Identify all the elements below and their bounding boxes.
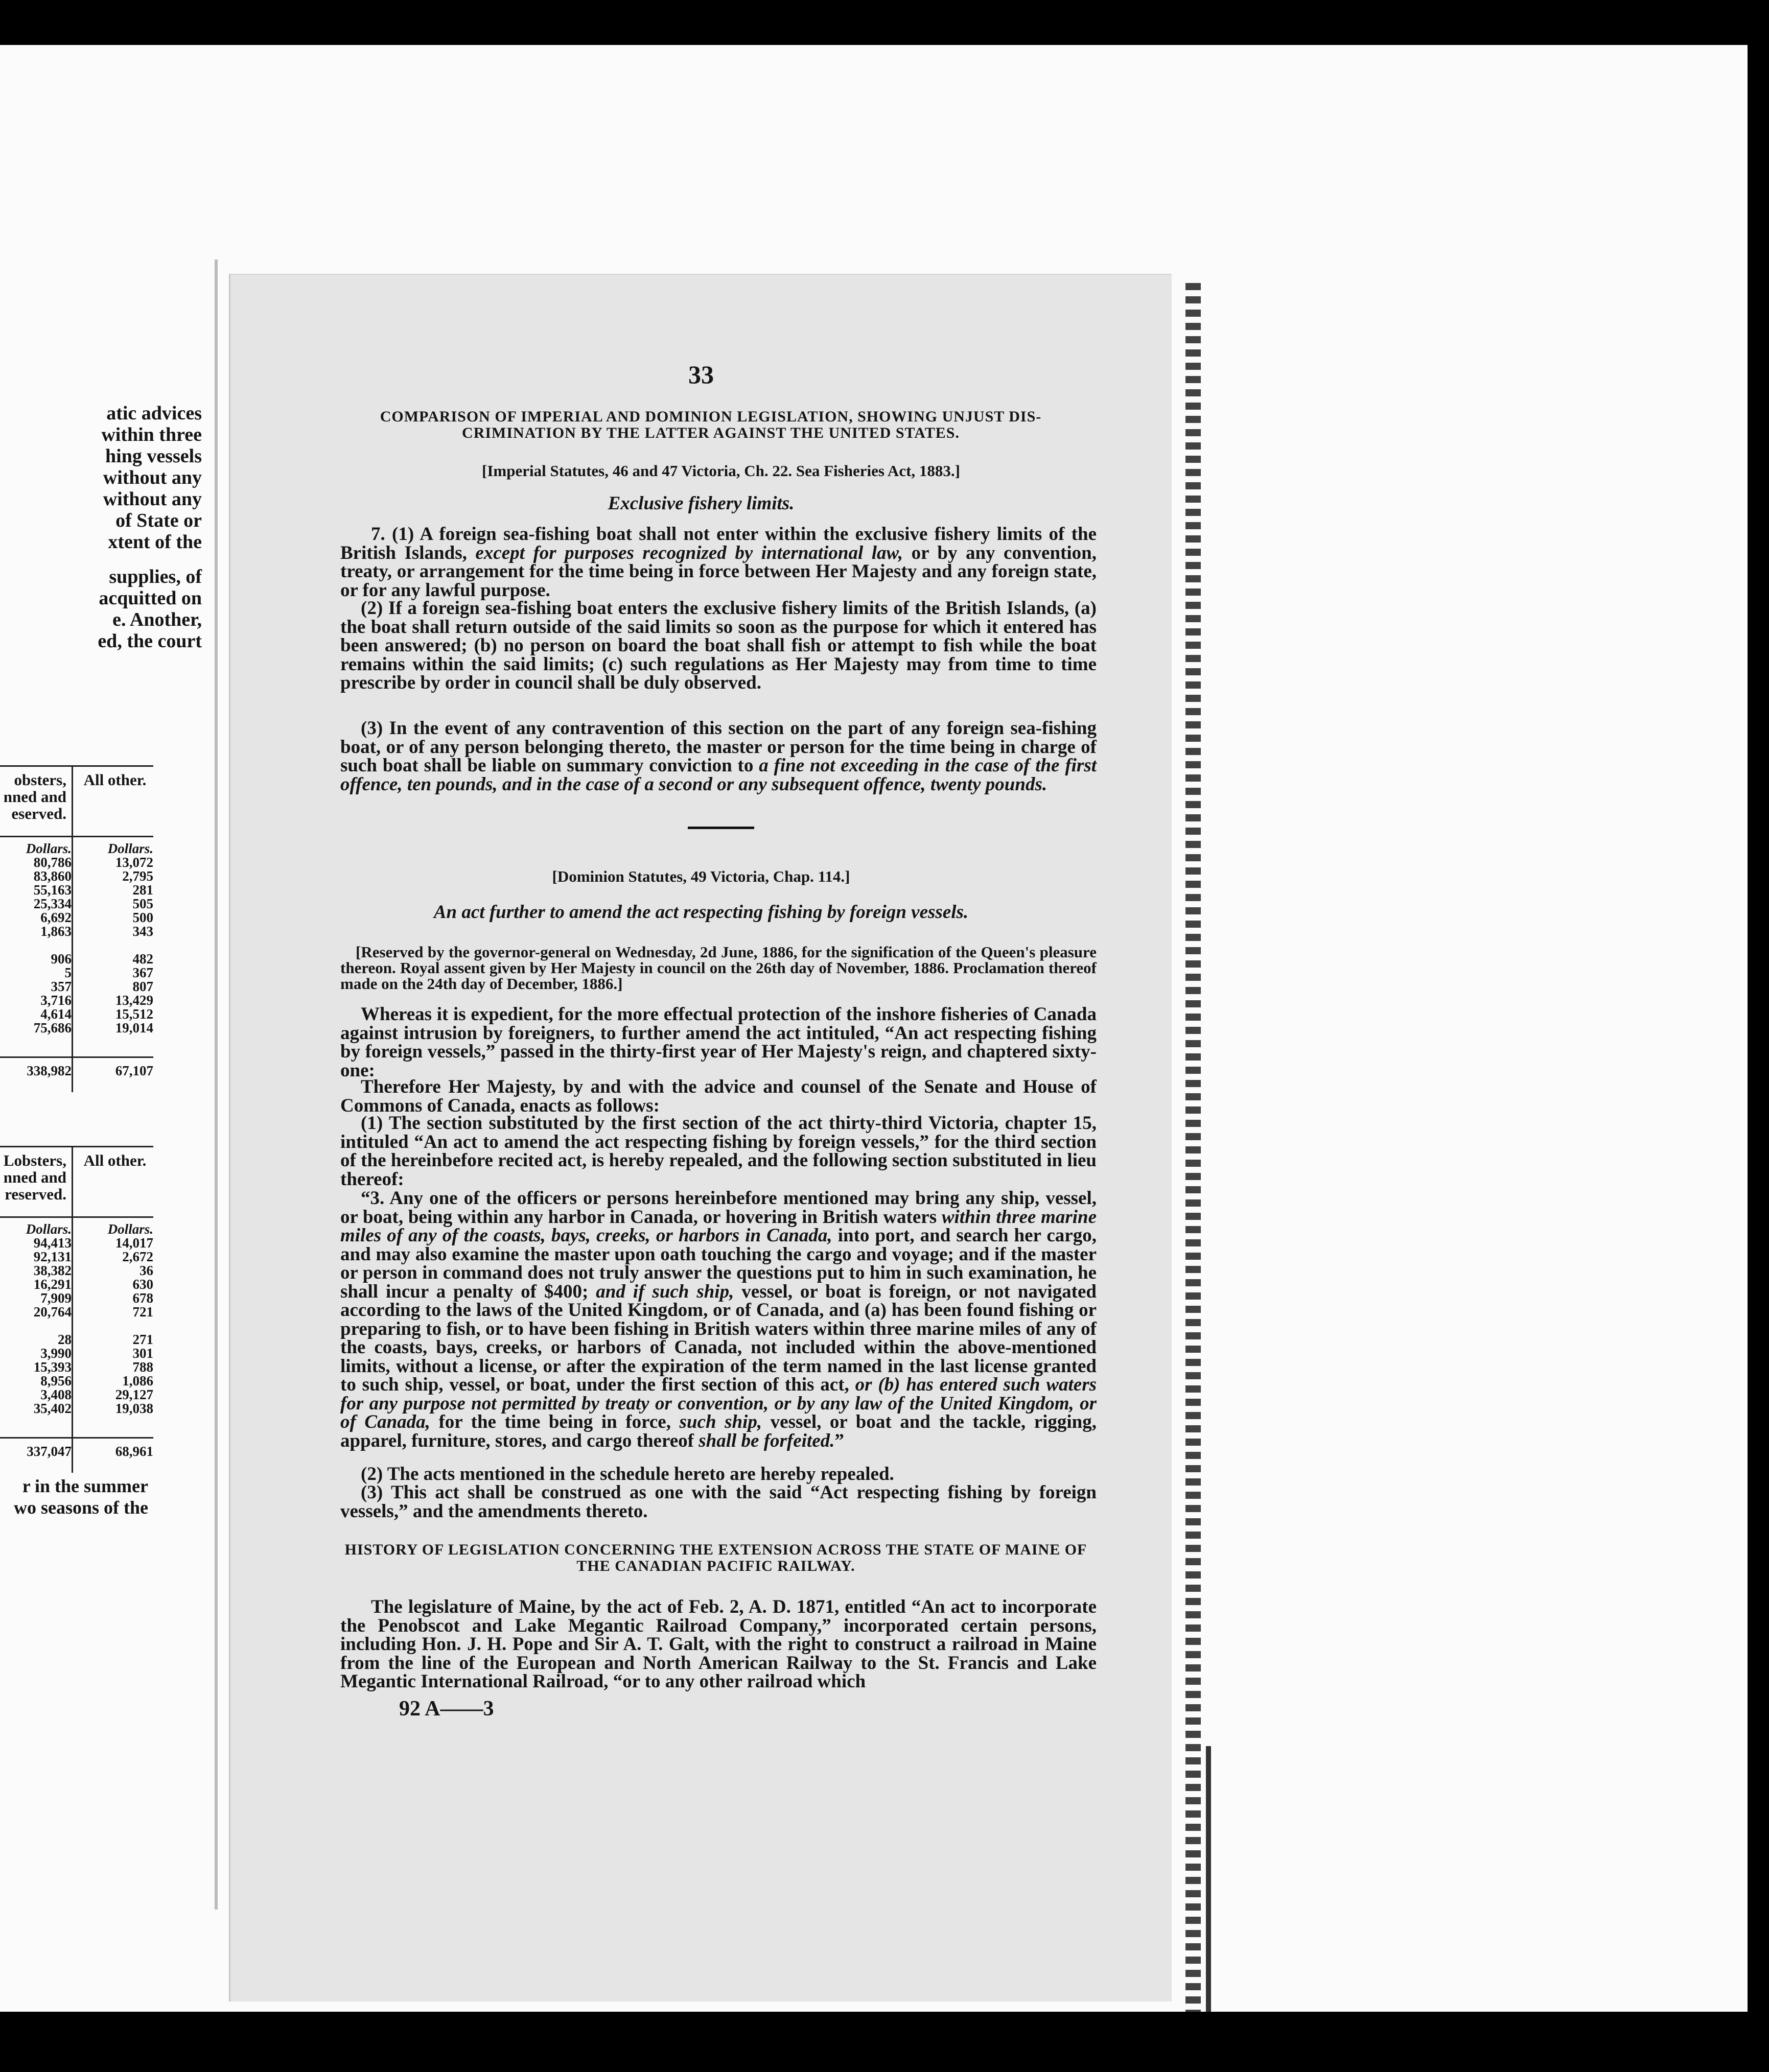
dominion-section-2: (2) The acts mentioned in the schedule hereto are hereby repealed. (361, 1464, 894, 1485)
left-text-line: within three (101, 424, 202, 445)
table-cell: 1,086 (122, 1373, 153, 1388)
table-cell: 28 (58, 1332, 72, 1347)
table-cell: 38,382 (33, 1263, 72, 1278)
table-cell: 281 (132, 882, 153, 898)
table-cell: 16,291 (33, 1277, 72, 1292)
table-cell: 2,672 (122, 1249, 153, 1264)
left-text-line: ed, the court (98, 630, 202, 652)
table-cell: 83,860 (33, 868, 72, 884)
table-cell: 15,393 (33, 1359, 72, 1375)
left-text-line: of State or (115, 510, 202, 531)
table-cell: 630 (132, 1277, 153, 1292)
table-cell: 35,402 (33, 1401, 72, 1416)
table-cell: 482 (132, 951, 153, 967)
section-7-para-1 (340, 525, 1097, 600)
table1-unit1: Dollars. (26, 841, 72, 856)
table-cell: 13,072 (115, 855, 153, 870)
table-cell: 3,990 (40, 1346, 72, 1361)
page-33 (229, 274, 1172, 2002)
left-text-line: wo seasons of the (13, 1497, 148, 1518)
exclusive-limits-heading: Exclusive fishery limits. (608, 493, 795, 514)
table-cell: 500 (132, 910, 153, 925)
preamble: Whereas it is expedient, for the more effectual protection of the inshore fisheries of Canada against intrusion by foreigners, to further amend the act intituled, “An act respecting fishing by foreign vessels,” passed in the thirty-first year of Her Majesty's reign, and chaptered sixty-one: (340, 1004, 1097, 1081)
enacting-clause: Therefore Her Majesty, by and with the advice and counsel of the Senate and House of Commons of Canada, enacts as follows: (340, 1076, 1097, 1116)
s7-text: or by any convention, treaty, or arrangement for the time being in force between Her Majesty and any foreign state, or for any lawful purpose. (340, 542, 1097, 601)
imperial-citation: [Imperial Statutes, 46 and 47 Victoria, Ch. 22. Sea Fisheries Act, 1883.] (482, 462, 960, 480)
d3-italic: such ship, (679, 1411, 762, 1432)
d3-text: vessel, or boat and the tackle, rigging, apparel, furniture, stores, and cargo thereof (340, 1411, 1097, 1451)
d3-text: into port, and search her cargo, and may also examine the master upon oath touching the cargo and voyage; and if the master or person in command does not truly answer the questions put to him in such examination, he shall incur a penalty of $400; (340, 1225, 1097, 1302)
table-cell: 6,692 (40, 910, 72, 925)
table-cell: 75,686 (33, 1020, 72, 1035)
table-cell: 343 (132, 924, 153, 939)
table-cell: 80,786 (33, 855, 72, 870)
signature-mark: 92 A——3 (399, 1697, 494, 1721)
left-text-line: atic advices (106, 403, 202, 424)
table2-total-1: 337,047 (27, 1444, 72, 1459)
table-cell: 15,512 (115, 1006, 153, 1022)
left-text-line: supplies, of (109, 566, 202, 587)
table-cell: 55,163 (33, 882, 72, 898)
table-cell: 357 (51, 979, 72, 994)
d3-italic: shall be forfeited. (699, 1430, 835, 1451)
table-cell: 367 (132, 965, 153, 980)
table-cell: 19,014 (115, 1020, 153, 1035)
table-cell: 1,863 (40, 924, 72, 939)
table-cell: 36 (139, 1263, 153, 1278)
left-text-line: acquitted on (99, 587, 202, 609)
table-cell: 14,017 (115, 1235, 153, 1251)
table-cell: 906 (51, 951, 72, 967)
left-table-2 (0, 1146, 153, 1459)
table-cell: 788 (132, 1359, 153, 1375)
left-text-line: without any (103, 467, 202, 488)
table2-col1-header: Lobsters, nned and reserved. (3, 1151, 66, 1203)
scanned-sheet (0, 45, 1748, 2012)
left-text-line: r in the summer (22, 1476, 148, 1496)
d3-italic: within three marine miles of any of the coasts, bays, creeks, or harbors in Canada, (340, 1206, 1097, 1246)
table1-col1-header: obsters, nned and eserved. (3, 771, 66, 822)
table-cell: 19,038 (115, 1401, 153, 1416)
comparison-heading: COMPARISON OF IMPERIAL AND DOMINION LEGISLATION, SHOWING UNJUST DIS- CRIMINATION BY THE LATTER AGAINST THE UNITED STATES. (380, 408, 1042, 441)
table1-total-2: 67,107 (115, 1063, 153, 1078)
table-cell: 20,764 (33, 1304, 72, 1320)
table-cell: 721 (132, 1304, 153, 1320)
table-cell: 505 (132, 896, 153, 911)
left-text-line: xtent of the (108, 531, 202, 553)
table2-unit1: Dollars. (26, 1221, 72, 1237)
d3-italic: or (b) has entered such waters for any purpose not permitted by treaty or convention, or by any law of the United Kingdom, or of Canada, (340, 1374, 1097, 1432)
table-cell: 94,413 (33, 1235, 72, 1251)
table-cell: 678 (132, 1290, 153, 1306)
table-cell: 807 (132, 979, 153, 994)
table1-col2-header: All other. (83, 771, 147, 789)
table-cell: 301 (132, 1346, 153, 1361)
table-cell: 5 (64, 965, 72, 980)
s7-italic: except for purposes recognized by international law, (475, 542, 903, 563)
table-cell: 25,334 (33, 896, 72, 911)
d3-text: for the time being in force, (430, 1411, 680, 1432)
left-text-line: e. Another, (112, 609, 202, 630)
table-cell: 271 (132, 1332, 153, 1347)
table-cell: 8,956 (40, 1373, 72, 1388)
d3-text: ” (834, 1430, 844, 1451)
history-heading: HISTORY OF LEGISLATION CONCERNING THE EXTENSION ACROSS THE STATE OF MAINE OF THE CANADIAN PACIFIC RAILWAY. (344, 1541, 1087, 1574)
table-cell: 3,716 (40, 993, 72, 1008)
history-paragraph: The legislature of Maine, by the act of Feb. 2, A. D. 1871, entitled “An act to incorporate the Penobscot and Lake Megantic Railroad Company,” incorporated certain persons, including Hon. J. H. Pope and Sir A. T. Galt, with the right to construct a railroad in Maine from the line of the European and North American Railway to the St. Francis and Lake Megantic International Railroad, “or to any other railroad which (340, 1596, 1097, 1692)
section-7-para-2: (2) If a foreign sea-fishing boat enters the exclusive fishery limits of the British Islands, (a) the boat shall return outside of the said limits so soon as the purpose for which it entered has been answered; (b) no person on board the boat shall fish or attempt to fish while the boat remains within the said limits; (c) such regulations as Her Majesty may from time to time prescribe by order in council shall be duly observed. (340, 598, 1097, 693)
table-cell: 4,614 (40, 1006, 72, 1022)
act-title: An act further to amend the act respecting fishing by foreign vessels. (433, 902, 969, 923)
scan-binding-edge (1185, 280, 1201, 2012)
reserved-note: [Reserved by the governor-general on Wednesday, 2d June, 1886, for the signification of the Queen's pleasure thereon. Royal assent given by Her Majesty in council on the 26th day of November, 1886. Proclamation thereof made on the 24th day of December, 1886.] (340, 943, 1097, 993)
d3-italic: and if such ship, (596, 1281, 734, 1302)
left-text-line: without any (103, 488, 202, 510)
table-cell: 92,131 (33, 1249, 72, 1264)
table2-total-2: 68,961 (115, 1444, 153, 1459)
left-page-fragment (0, 254, 215, 1915)
table1-total-1: 338,982 (27, 1063, 72, 1078)
section-7-para-3 (340, 719, 1097, 794)
page-number: 33 (688, 360, 714, 389)
left-text-line: hing vessels (105, 445, 202, 467)
scan-binding-edge (1206, 1746, 1211, 2012)
dominion-section-3b: (3) This act shall be construed as one with the said “Act respecting fishing by foreign vessels,” and the amendments thereto. (340, 1482, 1097, 1522)
dominion-section-3-text (340, 1189, 1097, 1450)
s7-text: 7. (1) A foreign sea-fishing boat shall not enter within the exclusive fishery limits of the British Islands, (340, 524, 1097, 563)
table-cell: 3,408 (40, 1387, 72, 1402)
left-table-1 (0, 765, 153, 1078)
table2-col2-header: All other. (83, 1151, 147, 1169)
s7-italic: a fine not exceeding in the case of the first offence, ten pounds, and in the case of a second or any subsequent offence, twenty pounds. (340, 755, 1097, 795)
s7-text: (3) In the event of any contravention of this section on the part of any foreign sea-fishing boat, or of any person belonging thereto, the master or person for the time being in charge of such boat shall be liable on summary conviction to (340, 718, 1097, 776)
table-cell: 7,909 (40, 1290, 72, 1306)
section-divider (688, 827, 754, 829)
table2-unit2: Dollars. (107, 1221, 153, 1237)
d3-text: “3. Any one of the officers or persons hereinbefore mentioned may bring any ship, vessel, or boat, being within any harbor in Canada, or hovering in British waters (340, 1188, 1097, 1228)
dominion-citation: [Dominion Statutes, 49 Victoria, Chap. 114.] (552, 867, 850, 885)
table-cell: 29,127 (115, 1387, 153, 1402)
table-cell: 2,795 (122, 868, 153, 884)
dominion-section-1: (1) The section substituted by the first section of the act thirty-third Victoria, chapter 15, intituled “An act to amend the act respecting fishing by foreign vessels,” for the third section of the hereinbefore recited act, is hereby repealed, and the following section substituted in lieu thereof: (340, 1113, 1097, 1190)
table-cell: 13,429 (115, 993, 153, 1008)
left-page-edge (215, 260, 218, 1910)
table1-unit2: Dollars. (107, 841, 153, 856)
d3-text: vessel, or boat is foreign, or not navigated according to the laws of the United Kingdom, or of Canada, and (a) has been found fishing or preparing to fish, or to have been fishing in British waters within three marine miles of any of the coasts, bays, creeks, or harbors of Canada, not included within the above-mentioned limits, without a license, or after the expiration of the term named in the last license granted to such ship, vessel, or boat, under the first section of this act, (340, 1281, 1097, 1395)
